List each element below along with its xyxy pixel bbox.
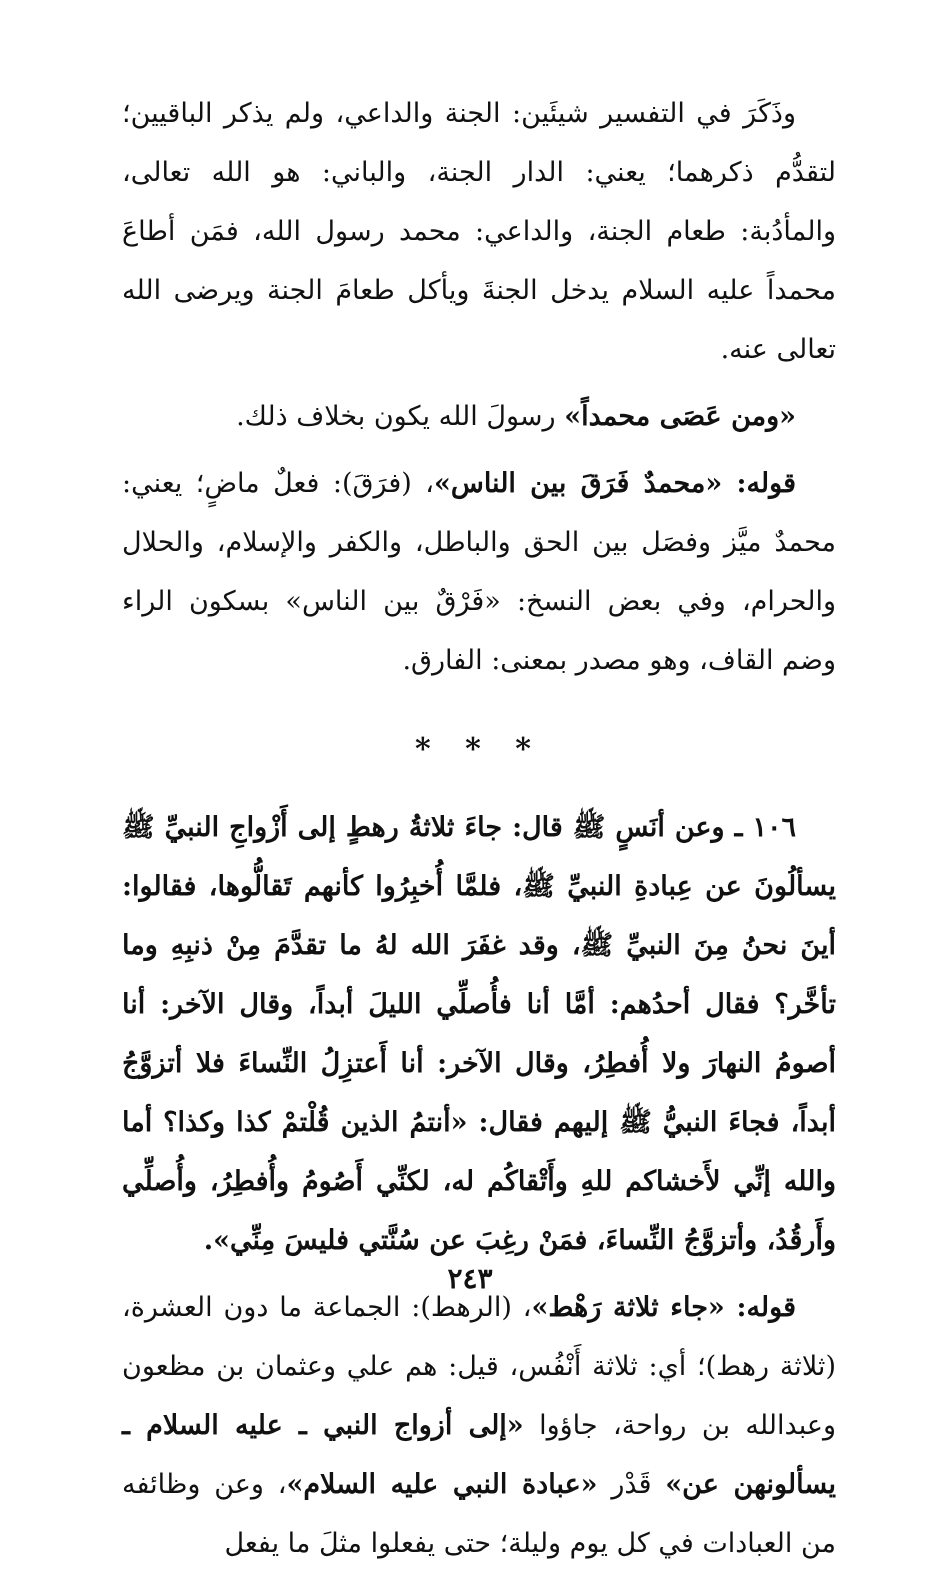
- quote-ibada: «عبادة النبي عليه السلام»: [286, 1469, 598, 1500]
- paragraph-disobey: [122, 387, 836, 446]
- paragraph-faraqa: [122, 454, 836, 690]
- paragraph-raht-text-a: ، (الرهط): الجماعة ما دون العشرة، (ثلاثة رهط)؛ أي: ثلاثة أَنْفُس، قيل: هم علي وعثمان بن مظعون وعبدالله بن رواحة، جاؤوا: [122, 1292, 836, 1441]
- paragraph-raht: [122, 1278, 836, 1573]
- page-body: [122, 84, 836, 1581]
- paragraph-raht-text-c: ، وعن وظائفه من العبادات في كل يوم وليلة؛ حتى يفعلوا مثلَ ما يفعل: [122, 1469, 836, 1559]
- quote-raht: قوله: «جاء ثلاثة رَهْط»: [531, 1292, 797, 1323]
- section-separator: * * *: [415, 732, 543, 767]
- paragraph-disobey-text: رسولَ الله يكون بخلاف ذلك.: [236, 401, 565, 432]
- quote-azwaj: «إلى أزواج النبي ـ عليه السلام ـ يسألونهن عن»: [122, 1410, 836, 1500]
- quote-disobey: «ومن عَصَى محمداً»: [564, 401, 796, 432]
- paragraph-faraqa-text: ، (فرَقَ): فعلٌ ماضٍ؛ يعني: محمدٌ ميَّز وفصَل بين الحق والباطل، والكفر والإسلام، والحلال والحرام، وفي بعض النسخ: «فَرْقٌ بين الناس» بسكون الراء وضم القاف، وهو مصدر بمعنى: الفارق.: [122, 468, 836, 676]
- paragraph-raht-text-b: قَدْر: [597, 1469, 666, 1500]
- paragraph-tafsir: وذَكَرَ في التفسير شيئَين: الجنة والداعي، ولم يذكر الباقيين؛ لتقدُّم ذكرهما؛ يعني: الدار الجنة، والباني: هو الله تعالى، والمأدُبة: طعام الجنة، والداعي: محمد رسول الله، فمَن أطاعَ محمداً عليه السلام يدخل الجنةَ ويأكل طعامَ الجنة ويرضى الله تعالى عنه.: [122, 98, 836, 365]
- page-number: ٢٤٣: [447, 1262, 493, 1295]
- quote-faraqa: قوله: «محمدٌ فَرَقَ بين الناس»: [433, 468, 796, 499]
- hadith-106: ١٠٦ ـ وعن أنَسٍ ﷺ قال: جاءَ ثلاثةُ رهطٍ إلى أَزْواجِ النبيِّ ﷺ يسألُونَ عن عِبادةِ النبيِّ ﷺ، فلمَّا أُخبِرُوا كأنهم تَقالُّوها، فقالوا: أينَ نحنُ مِنَ النبيِّ ﷺ، وقد غفَرَ الله لهُ ما تقدَّمَ مِنْ ذنبِهِ وما تأخَّر؟ فقال أحدُهم: أمَّا أنا فأُصلِّي الليلَ أبداً، وقال الآخر: أنا أصومُ النهارَ ولا أُفطِرُ، وقال الآخر: أنا أَعتزِلُ النِّساءَ فلا أتزوَّجُ أبداً، فجاءَ النبيُّ ﷺ إليهم فقال: «أنتمُ الذين قُلْتمْ كذا وكذا؟ أما والله إنِّي لأَخشاكم للهِ وأَتْقاكُم له، لكنِّي أَصُومُ وأُفطِرُ، وأُصلِّي وأَرقُدُ، وأتزوَّجُ النِّساءَ، فمَنْ رغِبَ عن سُنَّتي فليسَ مِنِّي».: [122, 812, 836, 1256]
